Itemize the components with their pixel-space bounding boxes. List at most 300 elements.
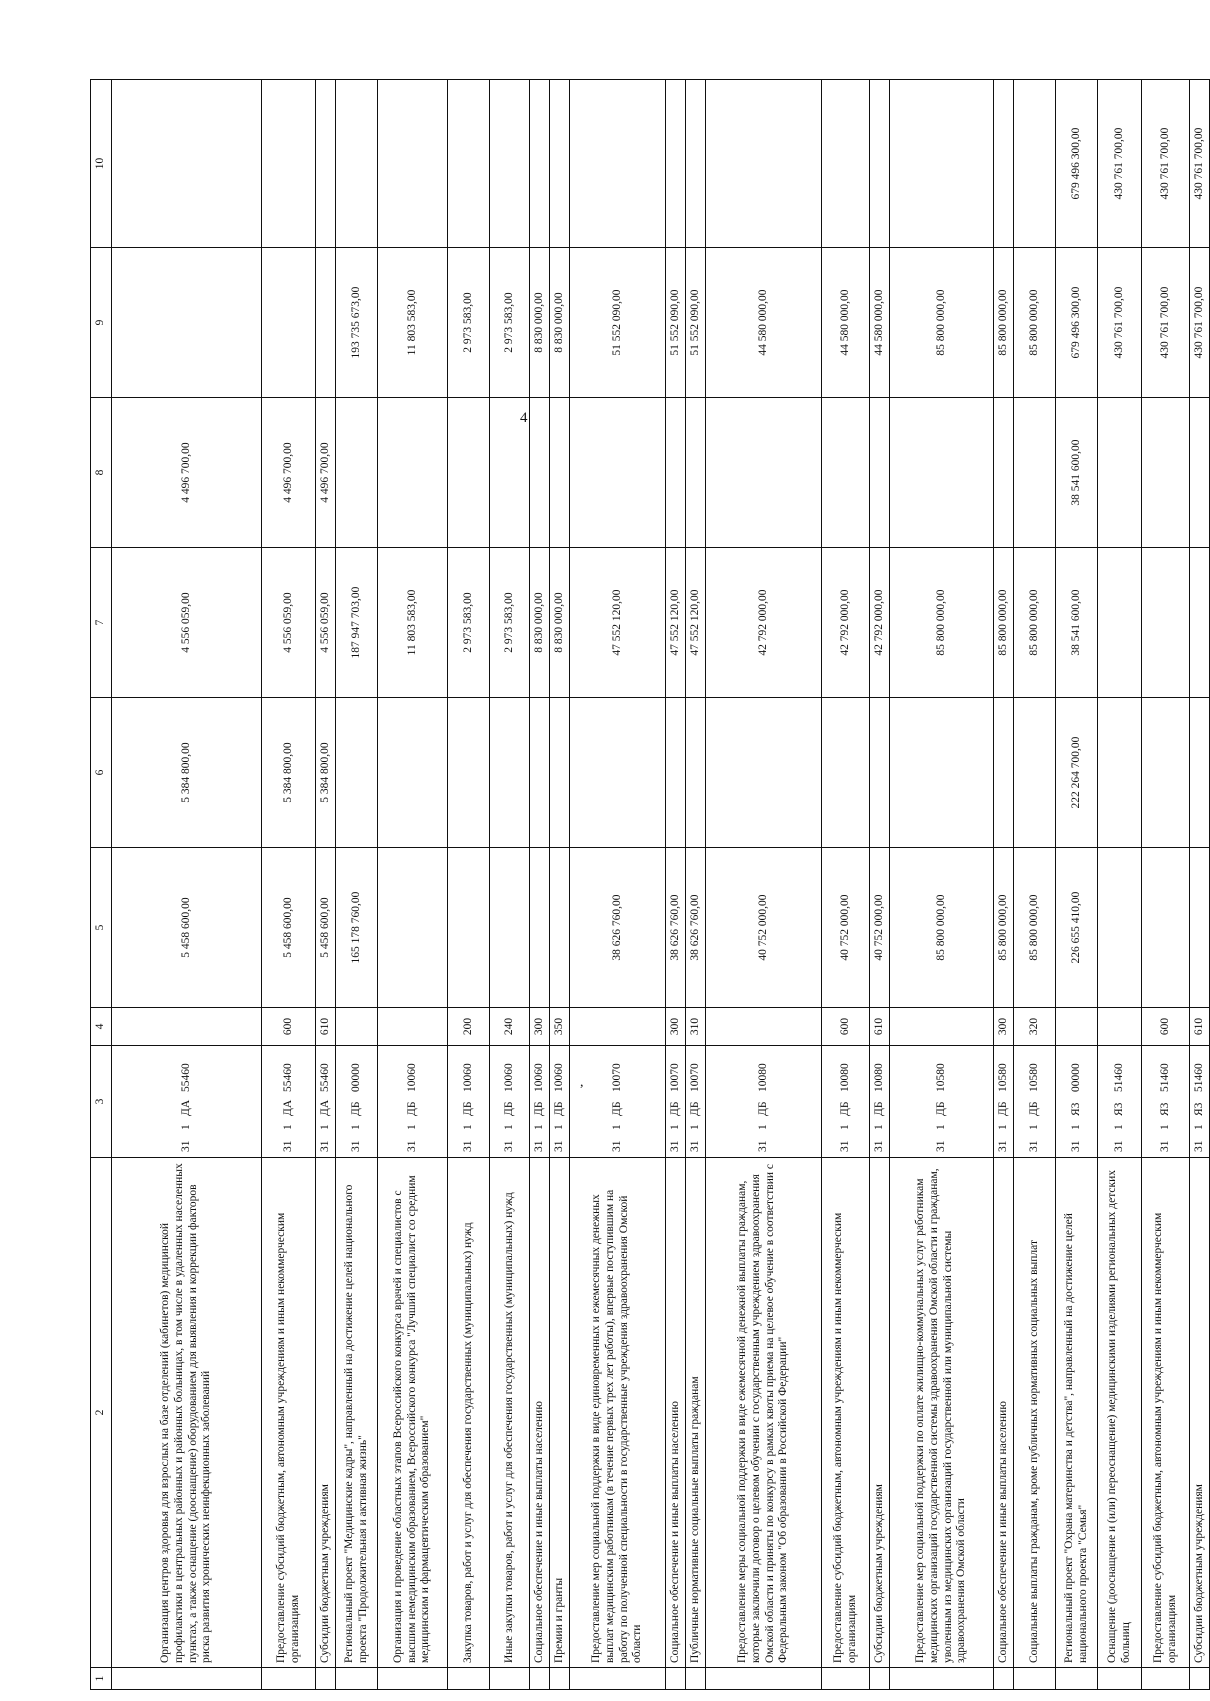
row-expense-type: 300	[530, 1008, 550, 1046]
row-code	[336, 1046, 378, 1158]
row-code	[1056, 1046, 1098, 1158]
row-index-cell	[490, 1668, 530, 1690]
code-part-c1: 31	[872, 1140, 885, 1152]
table-row	[1056, 80, 1098, 1690]
value-v6	[448, 698, 490, 848]
code-part-c4: 00000	[349, 1063, 362, 1092]
value-v5	[490, 848, 530, 1008]
row-index-cell	[822, 1668, 870, 1690]
row-code	[448, 1046, 490, 1158]
value-v5: 38 626 760,00	[686, 848, 706, 1008]
code-part-c4: 55460	[281, 1063, 294, 1092]
code-part-c3: ДБ	[756, 1101, 769, 1116]
value-v5	[1098, 848, 1142, 1008]
value-v9	[112, 248, 262, 398]
code-part-c3: ДБ	[610, 1101, 623, 1116]
value-v9: 2 973 583,00	[490, 248, 530, 398]
code-part-c2: 1	[502, 1124, 515, 1130]
row-index-cell	[1098, 1668, 1142, 1690]
value-v8: 4 496 700,00	[316, 398, 336, 548]
value-v10: 430 761 700,00	[1142, 80, 1190, 248]
value-v9: 430 761 700,00	[1098, 248, 1142, 398]
code-part-c3: ДБ	[502, 1101, 515, 1116]
value-v7: 2 973 583,00	[448, 548, 490, 698]
code-part-c4: 51460	[1112, 1063, 1125, 1092]
value-v6: 5 384 800,00	[316, 698, 336, 848]
value-v9: 193 735 673,00	[336, 248, 378, 398]
page-number: 4	[520, 410, 528, 426]
value-v7: 42 792 000,00	[822, 548, 870, 698]
value-v7: 8 830 000,00	[530, 548, 550, 698]
column-header-6: 6	[91, 698, 112, 848]
row-expense-type	[1098, 1008, 1142, 1046]
code-part-c4: 10060	[532, 1063, 545, 1092]
value-v6	[686, 698, 706, 848]
value-v9	[316, 248, 336, 398]
value-v6	[490, 698, 530, 848]
row-description: Предоставление субсидий бюджетным, автономным учреждениям и иным некоммерческим организациям	[262, 1158, 316, 1668]
table-row	[686, 80, 706, 1690]
code-part-c1: 31	[1027, 1140, 1040, 1152]
code-part-c4: 10070	[668, 1063, 681, 1092]
code-part-c3: ДБ	[552, 1101, 565, 1116]
row-description: Иные закупки товаров, работ и услуг для обеспечения государственных (муниципальных) нужд	[490, 1158, 530, 1668]
row-expense-type: 610	[870, 1008, 890, 1046]
code-part-c1: 31	[552, 1140, 565, 1152]
row-description: Премии и гранты	[550, 1158, 570, 1668]
value-v10	[870, 80, 890, 248]
row-code	[870, 1046, 890, 1158]
header-row	[91, 80, 112, 1690]
row-expense-type: 600	[262, 1008, 316, 1046]
value-v6	[1190, 698, 1210, 848]
code-part-c1: 31	[1069, 1140, 1082, 1152]
code-part-c4: 55460	[318, 1063, 331, 1092]
value-v5	[1142, 848, 1190, 1008]
value-v8	[1014, 398, 1056, 548]
value-v7: 47 552 120,00	[666, 548, 686, 698]
value-v10	[570, 80, 666, 248]
code-part-c3: ДБ	[532, 1101, 545, 1116]
row-expense-type	[1056, 1008, 1098, 1046]
code-part-c4: 10080	[838, 1063, 851, 1092]
value-v5: 165 178 760,00	[336, 848, 378, 1008]
value-v8	[870, 398, 890, 548]
value-v9: 51 552 090,00	[570, 248, 666, 398]
code-part-c1: 31	[996, 1140, 1009, 1152]
value-v10: 679 496 300,00	[1056, 80, 1098, 248]
table-row	[994, 80, 1014, 1690]
value-v10: 430 761 700,00	[1190, 80, 1210, 248]
code-part-c4: 10580	[996, 1063, 1009, 1092]
code-part-c2: 1	[934, 1124, 947, 1130]
row-expense-type	[378, 1008, 448, 1046]
value-v7: 85 800 000,00	[890, 548, 994, 698]
row-code	[666, 1046, 686, 1158]
value-v8	[570, 398, 666, 548]
code-part-c2: 1	[349, 1124, 362, 1130]
row-expense-type: 200	[448, 1008, 490, 1046]
table-row	[706, 80, 822, 1690]
row-description: Региональный проект "Охрана материнства и детства", направленный на достижение целей национального проекта "Семья"	[1056, 1158, 1098, 1668]
column-header-10: 10	[91, 80, 112, 248]
value-v6: 5 384 800,00	[112, 698, 262, 848]
value-v10	[1014, 80, 1056, 248]
code-part-c2: 1	[668, 1124, 681, 1130]
code-part-c3: Я3	[1192, 1102, 1205, 1116]
code-part-c2: 1	[179, 1124, 192, 1130]
value-v9: 8 830 000,00	[550, 248, 570, 398]
code-part-c1: 31	[688, 1140, 701, 1152]
code-part-c1: 31	[502, 1140, 515, 1152]
value-v9: 85 800 000,00	[1014, 248, 1056, 398]
value-v5: 5 458 600,00	[262, 848, 316, 1008]
code-part-c4: 51460	[1158, 1063, 1171, 1092]
row-index-cell	[448, 1668, 490, 1690]
table-row	[822, 80, 870, 1690]
code-part-c3: ДА	[318, 1099, 331, 1116]
row-description: Оснащение (дооснащение и (или) переоснащение) медицинскими изделиями региональных детских больниц	[1098, 1158, 1142, 1668]
row-description: Региональный проект "Медицинские кадры", направленный на достижение целей национального проекта "Продолжительная и активная жизнь"	[336, 1158, 378, 1668]
code-part-c4: 10060	[552, 1063, 565, 1092]
value-v10	[686, 80, 706, 248]
value-v6	[1014, 698, 1056, 848]
row-index-cell	[1142, 1668, 1190, 1690]
row-code	[706, 1046, 822, 1158]
code-part-c4: 10060	[461, 1063, 474, 1092]
column-header-3: 3	[91, 1046, 112, 1158]
code-part-c4: 10580	[1027, 1063, 1040, 1092]
value-v8	[666, 398, 686, 548]
value-v5: 40 752 000,00	[706, 848, 822, 1008]
value-v8: 38 541 600,00	[1056, 398, 1098, 548]
value-v8	[1098, 398, 1142, 548]
value-v6	[666, 698, 686, 848]
code-part-c2: 1	[1158, 1124, 1171, 1130]
code-part-c3: ДБ	[668, 1101, 681, 1116]
value-v6	[890, 698, 994, 848]
table-row	[1190, 80, 1210, 1690]
value-v5: 85 800 000,00	[890, 848, 994, 1008]
value-v9: 11 803 583,00	[378, 248, 448, 398]
code-part-c4: 10070	[688, 1063, 701, 1092]
value-v5: 5 458 600,00	[316, 848, 336, 1008]
table-row	[378, 80, 448, 1690]
row-description: Социальное обеспечение и иные выплаты населению	[666, 1158, 686, 1668]
code-part-c3: Я3	[1069, 1102, 1082, 1116]
row-expense-type: 310	[686, 1008, 706, 1046]
code-part-c4: 10060	[502, 1063, 515, 1092]
value-v7: 2 973 583,00	[490, 548, 530, 698]
value-v10	[490, 80, 530, 248]
code-part-c1: 31	[318, 1140, 331, 1152]
code-part-c2: 1	[688, 1124, 701, 1130]
value-v7: 8 830 000,00	[550, 548, 570, 698]
row-index-cell	[550, 1668, 570, 1690]
table-row	[550, 80, 570, 1690]
row-index-cell	[706, 1668, 822, 1690]
code-part-c3: ДБ	[872, 1101, 885, 1116]
code-part-c3: ДБ	[838, 1101, 851, 1116]
code-part-c1: 31	[1112, 1140, 1125, 1152]
row-index-cell	[570, 1668, 666, 1690]
code-part-c1: 31	[179, 1140, 192, 1152]
row-index-cell	[666, 1668, 686, 1690]
code-part-c3: ДБ	[1027, 1101, 1040, 1116]
value-v7: 187 947 703,00	[336, 548, 378, 698]
code-part-c4: 10080	[872, 1063, 885, 1092]
code-part-c2: 1	[1192, 1124, 1205, 1130]
row-code	[1014, 1046, 1056, 1158]
code-part-c3: Я3	[1112, 1102, 1125, 1116]
row-index-cell	[378, 1668, 448, 1690]
code-part-c3: ДБ	[461, 1101, 474, 1116]
row-description: Организация и проведение областных этапов Всероссийского конкурса врачей и специалистов с высшим немедицинским образованием, Всероссийского конкурса "Лучший специалист со средним медицинским и фармацевтическим образованием"	[378, 1158, 448, 1668]
value-v6: 5 384 800,00	[262, 698, 316, 848]
code-part-c1: 31	[405, 1140, 418, 1152]
value-v7: 4 556 059,00	[316, 548, 336, 698]
value-v5	[448, 848, 490, 1008]
value-v6: 222 264 700,00	[1056, 698, 1098, 848]
table-row	[1014, 80, 1056, 1690]
value-v10	[316, 80, 336, 248]
row-index-cell	[686, 1668, 706, 1690]
value-v6	[1142, 698, 1190, 848]
row-index-cell	[1190, 1668, 1210, 1690]
value-v5: 38 626 760,00	[570, 848, 666, 1008]
value-v6	[870, 698, 890, 848]
row-code	[1098, 1046, 1142, 1158]
code-part-c1: 31	[934, 1140, 947, 1152]
code-part-c1: 31	[1158, 1140, 1171, 1152]
row-index-cell	[316, 1668, 336, 1690]
row-description: Предоставление субсидий бюджетным, автономным учреждениям и иным некоммерческим организациям	[1142, 1158, 1190, 1668]
value-v8	[706, 398, 822, 548]
value-v8	[336, 398, 378, 548]
row-description: Предоставление субсидий бюджетным, автономным учреждениям и иным некоммерческим организациям	[822, 1158, 870, 1668]
column-header-9: 9	[91, 248, 112, 398]
value-v8	[448, 398, 490, 548]
rotated-table-wrapper	[90, 80, 1205, 1690]
row-description: Предоставление мер социальной поддержки по оплате жилищно-коммунальных услуг работникам медицинских организаций государственной системы здравоохранения Омской области и гражданам, уволенным из медицинских организаций государственной или муниципальной системы здравоохранения Омской области	[890, 1158, 994, 1668]
row-code	[530, 1046, 550, 1158]
code-part-c1: 31	[1192, 1140, 1205, 1152]
code-part-c1: 31	[756, 1140, 769, 1152]
code-part-c2: 1	[996, 1124, 1009, 1130]
code-part-c4: 10080	[756, 1063, 769, 1092]
value-v10	[262, 80, 316, 248]
row-code	[1190, 1046, 1210, 1158]
value-v10	[550, 80, 570, 248]
code-part-c1: 31	[838, 1140, 851, 1152]
value-v10: 430 761 700,00	[1098, 80, 1142, 248]
value-v7	[1190, 548, 1210, 698]
code-part-c2: 1	[281, 1124, 294, 1130]
value-v5: 85 800 000,00	[994, 848, 1014, 1008]
value-v5: 40 752 000,00	[870, 848, 890, 1008]
value-v9: 51 552 090,00	[666, 248, 686, 398]
table-row	[316, 80, 336, 1690]
value-v5	[550, 848, 570, 1008]
row-code	[994, 1046, 1014, 1158]
code-part-c2: 1	[610, 1124, 623, 1130]
row-description: Субсидии бюджетным учреждениям	[316, 1158, 336, 1668]
code-part-c2: 1	[552, 1124, 565, 1130]
code-part-c2: 1	[1069, 1124, 1082, 1130]
value-v6	[1098, 698, 1142, 848]
row-expense-type: 350	[550, 1008, 570, 1046]
table-row	[112, 80, 262, 1690]
row-index-cell	[1014, 1668, 1056, 1690]
value-v6	[570, 698, 666, 848]
code-part-c3: ДБ	[688, 1101, 701, 1116]
row-description: Публичные нормативные социальные выплаты гражданам	[686, 1158, 706, 1668]
row-index-cell	[870, 1668, 890, 1690]
row-index-cell	[336, 1668, 378, 1690]
value-v8	[822, 398, 870, 548]
value-v6	[550, 698, 570, 848]
row-expense-type	[570, 1008, 666, 1046]
row-code	[378, 1046, 448, 1158]
row-code	[686, 1046, 706, 1158]
value-v7	[1098, 548, 1142, 698]
value-v8	[490, 398, 530, 548]
value-v8	[686, 398, 706, 548]
code-part-c3: ДБ	[405, 1101, 418, 1116]
value-v5: 5 458 600,00	[112, 848, 262, 1008]
value-v9: 679 496 300,00	[1056, 248, 1098, 398]
value-v7: 85 800 000,00	[1014, 548, 1056, 698]
code-part-c3: ДБ	[934, 1101, 947, 1116]
value-v10	[530, 80, 550, 248]
value-v7: 4 556 059,00	[112, 548, 262, 698]
row-index-cell	[112, 1668, 262, 1690]
value-v6	[994, 698, 1014, 848]
table-row	[890, 80, 994, 1690]
table-row	[490, 80, 530, 1690]
table-row	[530, 80, 550, 1690]
code-part-c4: 51460	[1192, 1063, 1205, 1092]
code-part-c2: 1	[1027, 1124, 1040, 1130]
value-v10	[666, 80, 686, 248]
value-v9: 430 761 700,00	[1190, 248, 1210, 398]
value-v7: 42 792 000,00	[870, 548, 890, 698]
budget-table	[90, 79, 1210, 1690]
code-part-c2: 1	[532, 1124, 545, 1130]
code-part-c4: 00000	[1069, 1063, 1082, 1092]
value-v5: 226 655 410,00	[1056, 848, 1098, 1008]
table-row	[1098, 80, 1142, 1690]
value-v7: 42 792 000,00	[706, 548, 822, 698]
row-code	[550, 1046, 570, 1158]
code-part-c1: 31	[668, 1140, 681, 1152]
code-part-c4: 10070	[610, 1063, 623, 1092]
value-v8	[1190, 398, 1210, 548]
row-code	[112, 1046, 262, 1158]
row-expense-type: 610	[1190, 1008, 1210, 1046]
code-part-c3: ДБ	[349, 1101, 362, 1116]
row-expense-type: 240	[490, 1008, 530, 1046]
value-v7: 85 800 000,00	[994, 548, 1014, 698]
value-v7: 4 556 059,00	[262, 548, 316, 698]
value-v10	[890, 80, 994, 248]
value-v8	[890, 398, 994, 548]
value-v9: 51 552 090,00	[686, 248, 706, 398]
row-description: Социальное обеспечение и иные выплаты населению	[994, 1158, 1014, 1668]
value-v10	[706, 80, 822, 248]
value-v9: 430 761 700,00	[1142, 248, 1190, 398]
row-expense-type: 300	[666, 1008, 686, 1046]
value-v10	[112, 80, 262, 248]
code-part-c1: 31	[349, 1140, 362, 1152]
row-expense-type: 600	[822, 1008, 870, 1046]
value-v6	[378, 698, 448, 848]
code-part-c1: 31	[281, 1140, 294, 1152]
code-part-c4: 10580	[934, 1063, 947, 1092]
code-part-c2: 1	[872, 1124, 885, 1130]
code-part-c2: 1	[1112, 1124, 1125, 1130]
value-v8	[994, 398, 1014, 548]
value-v5: 85 800 000,00	[1014, 848, 1056, 1008]
code-part-c3: Я3	[1158, 1102, 1171, 1116]
code-part-c2: 1	[756, 1124, 769, 1130]
row-code	[262, 1046, 316, 1158]
row-description: Предоставление меры социальной поддержки в виде ежемесячной денежной выплаты гражданам, которые заключили договор о целевом обучении с государственным учреждением здравоохранения Омской области и приняты по конкурсу в рамках квоты приема на целевое обучение в соответствии с Федеральным законом "Об образовании в Российской Федерации"	[706, 1158, 822, 1668]
column-header-8: 8	[91, 398, 112, 548]
row-expense-type: 320	[1014, 1008, 1056, 1046]
row-index-cell	[530, 1668, 550, 1690]
table-row	[448, 80, 490, 1690]
value-v7	[1142, 548, 1190, 698]
code-part-c2: 1	[318, 1124, 331, 1130]
row-description: Социальные выплаты гражданам, кроме публичных нормативных социальных выплат	[1014, 1158, 1056, 1668]
row-description: Субсидии бюджетным учреждениям	[870, 1158, 890, 1668]
row-expense-type	[112, 1008, 262, 1046]
value-v6	[530, 698, 550, 848]
code-part-c1: 31	[532, 1140, 545, 1152]
code-part-c1: 31	[461, 1140, 474, 1152]
value-v9: 8 830 000,00	[530, 248, 550, 398]
value-v7: 47 552 120,00	[570, 548, 666, 698]
value-v9: 2 973 583,00	[448, 248, 490, 398]
row-description: Организация центров здоровья для взрослых на базе отделений (кабинетов) медицинской профилактики в центральных районных и районных больницах, в том числе в удаленных населенных пунктах, а также оснащение (дооснащение) оборудованием для выявления и коррекции факторов риска развития хронических неинфекционных заболеваний	[112, 1158, 262, 1668]
table-row	[666, 80, 686, 1690]
code-part-c3: ДА	[281, 1099, 294, 1116]
code-part-c3: ДБ	[996, 1101, 1009, 1116]
value-v8	[1142, 398, 1190, 548]
row-code	[570, 1046, 666, 1158]
value-v9: 44 580 000,00	[822, 248, 870, 398]
value-v9: 44 580 000,00	[706, 248, 822, 398]
value-v8: 4 496 700,00	[112, 398, 262, 548]
row-description: Субсидии бюджетным учреждениям	[1190, 1158, 1210, 1668]
row-code	[490, 1046, 530, 1158]
code-part-c2: 1	[838, 1124, 851, 1130]
value-v8	[550, 398, 570, 548]
stray-mark: ,	[580, 1075, 584, 1090]
table-body	[112, 80, 1210, 1690]
value-v9: 85 800 000,00	[994, 248, 1014, 398]
value-v9: 85 800 000,00	[890, 248, 994, 398]
row-description: Социальное обеспечение и иные выплаты населению	[530, 1158, 550, 1668]
value-v7: 38 541 600,00	[1056, 548, 1098, 698]
value-v10	[378, 80, 448, 248]
value-v10	[336, 80, 378, 248]
value-v7: 47 552 120,00	[686, 548, 706, 698]
row-code	[1142, 1046, 1190, 1158]
code-part-c4: 55460	[179, 1063, 192, 1092]
value-v6	[336, 698, 378, 848]
